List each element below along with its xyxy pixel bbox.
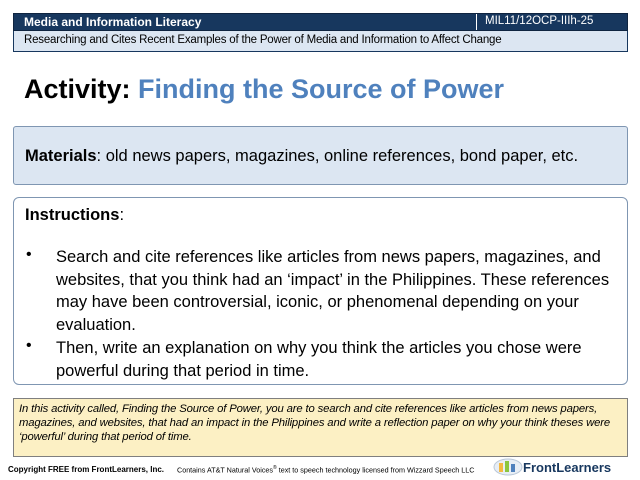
activity-title [24,74,504,105]
registered-mark: ® [273,465,277,471]
course-title: Media and Information Literacy [24,15,202,29]
instructions-heading [25,206,124,225]
activity-name: Finding the Source of Power [138,74,505,104]
header-bar [13,13,628,31]
lesson-subtitle: Researching and Cites Recent Examples of the Power of Media and Information to Affect Change [24,34,502,46]
voices-text-end: text to speech technology licensed from Wizzard Speech LLC [276,465,475,475]
note-box [13,398,628,457]
voices-text-start: Contains AT&T Natural Voices [177,465,274,475]
materials-box [13,126,628,185]
instructions-colon: : [119,206,125,224]
competency-code-box [476,14,627,30]
activity-prefix: Activity: [24,74,131,104]
competency-code: MIL11/12OCP-IIIh-25 [485,15,594,27]
footer-copyright: Copyright FREE from FrontLearners, Inc. [8,465,165,474]
note-text: In this activity called, Finding the Source of Power, you are to search and cite references like articles from news papers, magazines, and websites, that had an impact in the Philippines and write a reflection paper on why your think theses were ‘powerful’ during that period of time. [19,403,610,443]
frontlearners-logo-text: FrontLearners [523,460,612,475]
materials-line [25,147,578,166]
frontlearners-logo-icon [493,458,523,476]
footer-voices [177,465,474,474]
instructions-box [13,197,628,385]
bullet-icon: • [26,337,32,354]
instructions-label: Instructions [25,206,120,224]
materials-list: : old news papers, magazines, online references, bond paper, etc. [96,147,579,165]
bullet-icon: • [26,246,32,263]
subtitle-bar [13,31,628,52]
instruction-item: Then, write an explanation on why you think the articles you chose were powerful during that period in time. [56,339,582,380]
materials-label: Materials [25,147,97,165]
instruction-item: Search and cite references like articles from news papers, magazines, and websites, that you think had an ‘impact’ in the Philippines. These references may have been controversial, iconic, or phenomenal depending on your evaluation. [56,248,610,334]
